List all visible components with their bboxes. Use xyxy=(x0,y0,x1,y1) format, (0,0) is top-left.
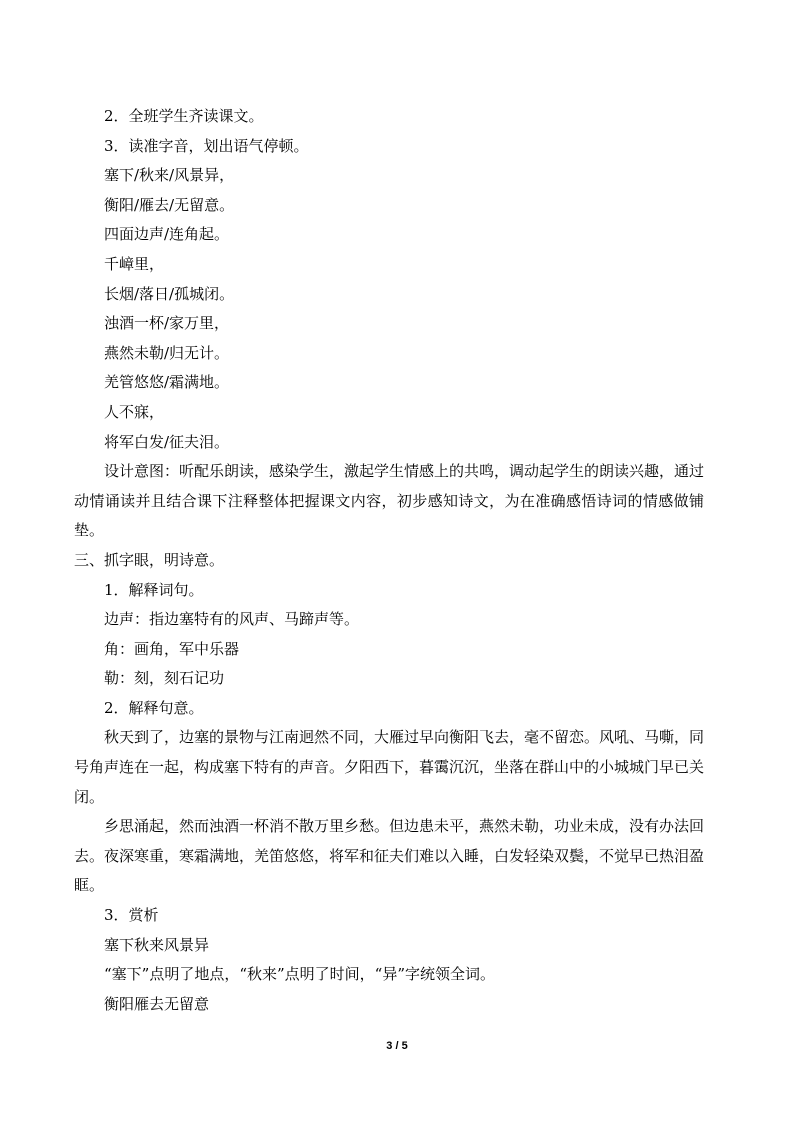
design-intent-paragraph: 设计意图：听配乐朗读，感染学生，激起学生情感上的共鸣，调动起学生的朗读兴趣，通过动情诵读并且结合课下注释整体把握课文内容，初步感知诗文，为在准确感悟诗词的情感做铺垫。 xyxy=(74,462,705,540)
poem-line: 衡阳雁去无留意 xyxy=(104,994,210,1013)
list-item: 1．解释词句。 xyxy=(104,580,204,599)
page-number: 3 / 5 xyxy=(386,1040,408,1052)
list-item: 3．读准字音，划出语气停顿。 xyxy=(104,136,309,155)
poem-line: 长烟/落日/孤城闭。 xyxy=(104,284,235,303)
list-item: 2．解释句意。 xyxy=(104,698,204,717)
definition-item: 勒：刻，刻石记功 xyxy=(104,669,225,688)
poem-line: 四面边声/连角起。 xyxy=(104,225,230,244)
document-body xyxy=(74,102,705,1019)
poem-line: 浊酒一杯/家万里， xyxy=(104,314,230,333)
poem-line: 塞下秋来风景异 xyxy=(104,935,210,954)
definition-item: 边声：指边塞特有的风声、马蹄声等。 xyxy=(104,610,360,629)
analysis-line: “塞下”点明了地点，“秋来”点明了时间，“异”字统领全词。 xyxy=(104,965,496,984)
poem-line: 千嶂里， xyxy=(104,254,165,273)
poem-line: 将军白发/征夫泪。 xyxy=(104,432,230,451)
poem-line: 人不寐， xyxy=(104,402,165,421)
poem-line: 衡阳/雁去/无留意。 xyxy=(104,195,235,214)
meaning-paragraph: 秋天到了，边塞的景物与江南迥然不同，大雁过早向衡阳飞去，毫不留恋。风吼、马嘶，同号角声连在一起，构成塞下特有的声音。夕阳西下，暮霭沉沉，坐落在群山中的小城城门早已关闭。 xyxy=(74,728,705,806)
poem-line: 羌管悠悠/霜满地。 xyxy=(104,373,230,392)
meaning-paragraph: 乡思涌起，然而浊酒一杯消不散万里乡愁。但边患未平，燕然未勒，功业未成，没有办法回去。夜深寒重，寒霜满地，羌笛悠悠，将军和征夫们难以入睡，白发轻染双鬓，不觉早已热泪盈眶。 xyxy=(74,817,705,895)
section-heading: 三、抓字眼，明诗意。 xyxy=(74,550,225,569)
list-item: 3．赏析 xyxy=(104,906,159,925)
poem-line: 塞下/秋来/风景异， xyxy=(104,166,235,185)
poem-line: 燕然未勒/归无计。 xyxy=(104,343,230,362)
definition-item: 角：画角，军中乐器 xyxy=(104,639,240,658)
list-item: 2．全班学生齐读课文。 xyxy=(104,107,264,125)
